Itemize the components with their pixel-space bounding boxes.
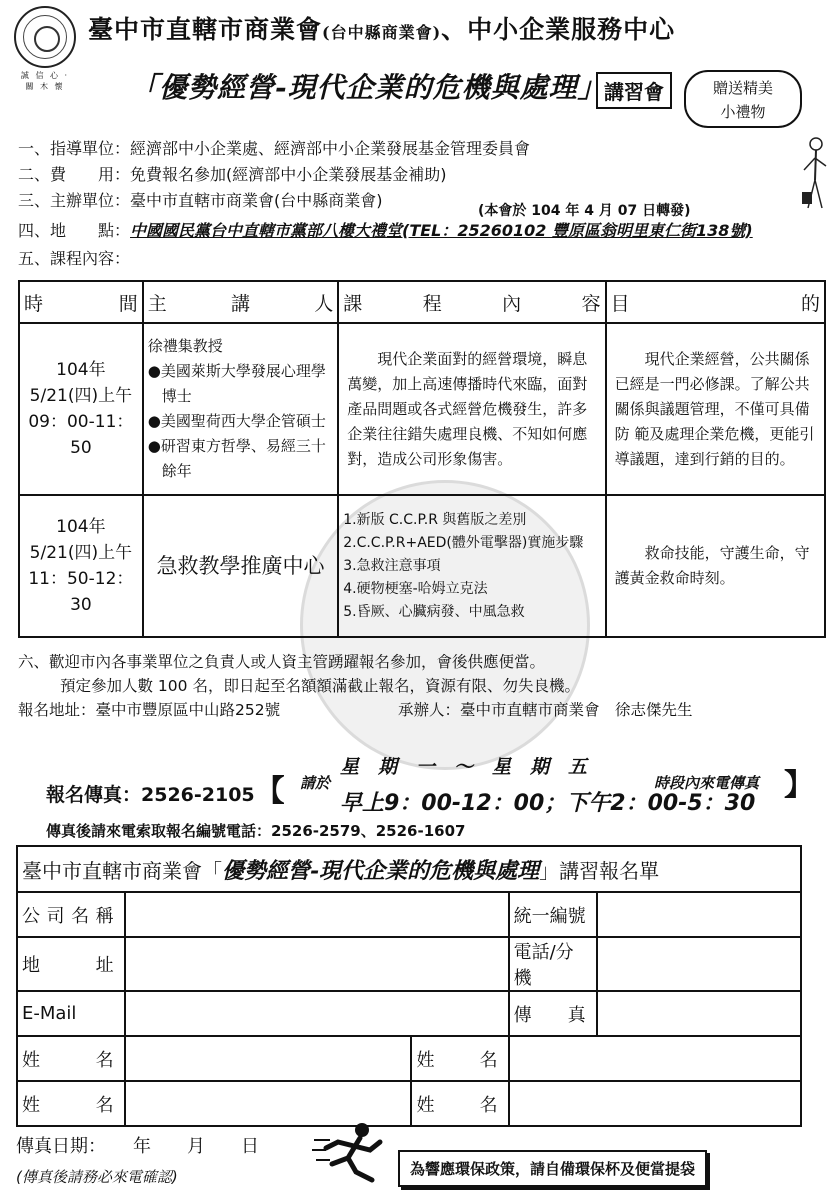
fax-date: 傳真日期： 年 月 日 [16,1136,259,1157]
fax-post: 時段內來電傳真 [654,774,760,792]
content-cell: 現代企業面對的經營環境，瞬息萬變，加上高速傳播時代來臨，面對產品問題或各式經營危機發生，許多企業往往錯失處理良機、不知如何應對，造成公司形象傷害。 [338,323,605,495]
organizer-title [88,10,675,46]
form-row [17,1081,801,1126]
course-table [18,280,826,638]
fax-number: 報名傳真：2526-2105【 [46,774,285,809]
content-item: 3.急救注意事項 [343,557,441,574]
name-label: 姓 名 [17,1036,125,1081]
speaker-credential: ●美國聖荷西大學企管碩士 [147,412,326,430]
table-row [19,323,825,495]
fax-confirm-note: (傳真後請務必來電確認) [16,1168,178,1186]
fax-hours: 早上9：00-12：00；下午2：00-5：30 [340,791,756,816]
info-host: 三、主辦單位：臺中市直轄市商業會(台中縣商業會) [18,191,383,210]
header-goal: 目 的 [606,281,825,323]
name-label: 姓 名 [411,1036,508,1081]
org-alias: (台中縣商業會) [322,23,442,42]
content-cell [338,495,605,637]
bracket-right: 】 [784,768,814,803]
name-label: 姓 名 [411,1081,508,1126]
gift-badge [684,70,802,128]
speaker-name: 徐禮集教授 [147,337,223,355]
speaker-cell: 急救教學推廣中心 [143,495,338,637]
gift-line-1: 贈送精美 [712,79,773,97]
time-cell: 104年 5/21(四)上午 09：00-11：50 [19,323,143,495]
form-row [17,1036,801,1081]
name-field[interactable] [509,1036,801,1081]
speaker-credential: ●美國萊斯大學發展心理學博士 [147,362,326,405]
time-cell: 104年 5/21(四)上午 11：50-12：30 [19,495,143,637]
phone-field[interactable] [597,937,801,991]
organizer-contact: 承辦人：臺中市直轄市商業會 徐志傑先生 [398,701,693,719]
phone-label: 電話/分機 [509,937,597,991]
name-label: 姓 名 [17,1081,125,1126]
signup-address: 報名地址：臺中市豐原區中山路252號 [18,701,281,719]
form-row [17,892,801,937]
fax-label: 傳 真 [509,991,597,1036]
note-welcome: 六、歡迎市內各事業單位之負責人或人資主管踴躍報名參加，會後供應便當。 [18,653,546,671]
goal-cell: 現代企業經營，公共關係已經是一門必修課。了解公共關係與議題管理，不僅可具備防 範及處理企業危機，更能引導議題，達到行銷的目的。 [606,323,825,495]
info-fee: 二、費 用：免費報名參加(經濟部中小企業發展基金補助) [18,165,447,184]
course-title: 「優勢經營-現代企業的危機與處理」 [130,71,607,104]
email-label: E-Mail [17,991,125,1036]
tax-id-field[interactable] [597,892,801,937]
company-field[interactable] [125,892,509,937]
org-suffix: 、中小企業服務中心 [441,15,676,44]
course-type-badge: 講習會 [596,72,672,109]
header-speaker: 主 講 人 [143,281,338,323]
eco-notice: 為響應環保政策，請自備環保杯及便當提袋 [398,1150,707,1187]
form-row [17,937,801,991]
location-address: 中國國民黨台中直轄市黨部八樓大禮堂(TEL：25260102 豐原區翁明里東仁街138號) [130,221,753,240]
tax-id-label: 統 一 編 號 [509,892,597,937]
registration-form [16,845,802,1127]
issue-note: (本會於 104 年 4 月 07 日轉發) [478,203,691,219]
businessman-illustration [800,136,830,212]
form-row [17,991,801,1036]
info-course-content: 五、課程內容： [18,249,131,268]
name-field[interactable] [509,1081,801,1126]
header-time: 時 間 [19,281,143,323]
fax-pre: 請於 [300,774,331,792]
name-field[interactable] [125,1036,412,1081]
header-content: 課 程 內 容 [338,281,605,323]
note-capacity: 預定參加人數 100 名，即日起至名額額滿截止報名，資源有限、勿失良機。 [60,677,580,695]
fax-days: 星 期 一 ～ 星 期 五 [340,756,588,778]
content-item: 5.昏厥、心臟病發、中風急救 [343,603,525,620]
content-item: 4.硬物梗塞-哈姆立克法 [343,580,488,597]
content-item: 2.C.C.P.R+AED(體外電擊器)實施步驟 [343,534,584,551]
address-field[interactable] [125,937,509,991]
content-item: 1.新版 C.C.P.R 與舊版之差別 [343,511,527,528]
bracket-left: 【 [254,774,285,809]
form-title-row [17,846,801,892]
fax-field[interactable] [597,991,801,1036]
info-guidance: 一、指導單位：經濟部中小企業處、經濟部中小企業發展基金管理委員會 [18,139,531,158]
fax-follow-up: 傳真後請來電索取報名編號電話：2526-2579、2526-1607 [46,822,466,840]
company-label: 公 司 名 稱 [17,892,125,937]
org-name: 臺中市直轄市商業會 [88,15,323,44]
gift-line-2: 小禮物 [720,103,766,121]
speaker-credential: ●研習東方哲學、易經三十餘年 [147,437,326,480]
address-label: 地 址 [17,937,125,991]
logo-motto: 誠 信 心 · 關 木 懷 [20,71,70,91]
chamber-logo [14,6,76,68]
table-row [19,495,825,637]
speaker-cell [143,323,338,495]
email-field[interactable] [125,991,509,1036]
form-title: 臺中市直轄市商業會「優勢經營-現代企業的危機與處理」講習報名單 [17,846,801,892]
runner-illustration [312,1120,392,1190]
info-location: 四、地 點：中國國民黨台中直轄市黨部八樓大禮堂(TEL：25260102 豐原區翁明里東仁街138號) [18,221,753,240]
course-table-header [19,281,825,323]
goal-cell: 救命技能，守護生命，守護黃金救命時刻。 [606,495,825,637]
